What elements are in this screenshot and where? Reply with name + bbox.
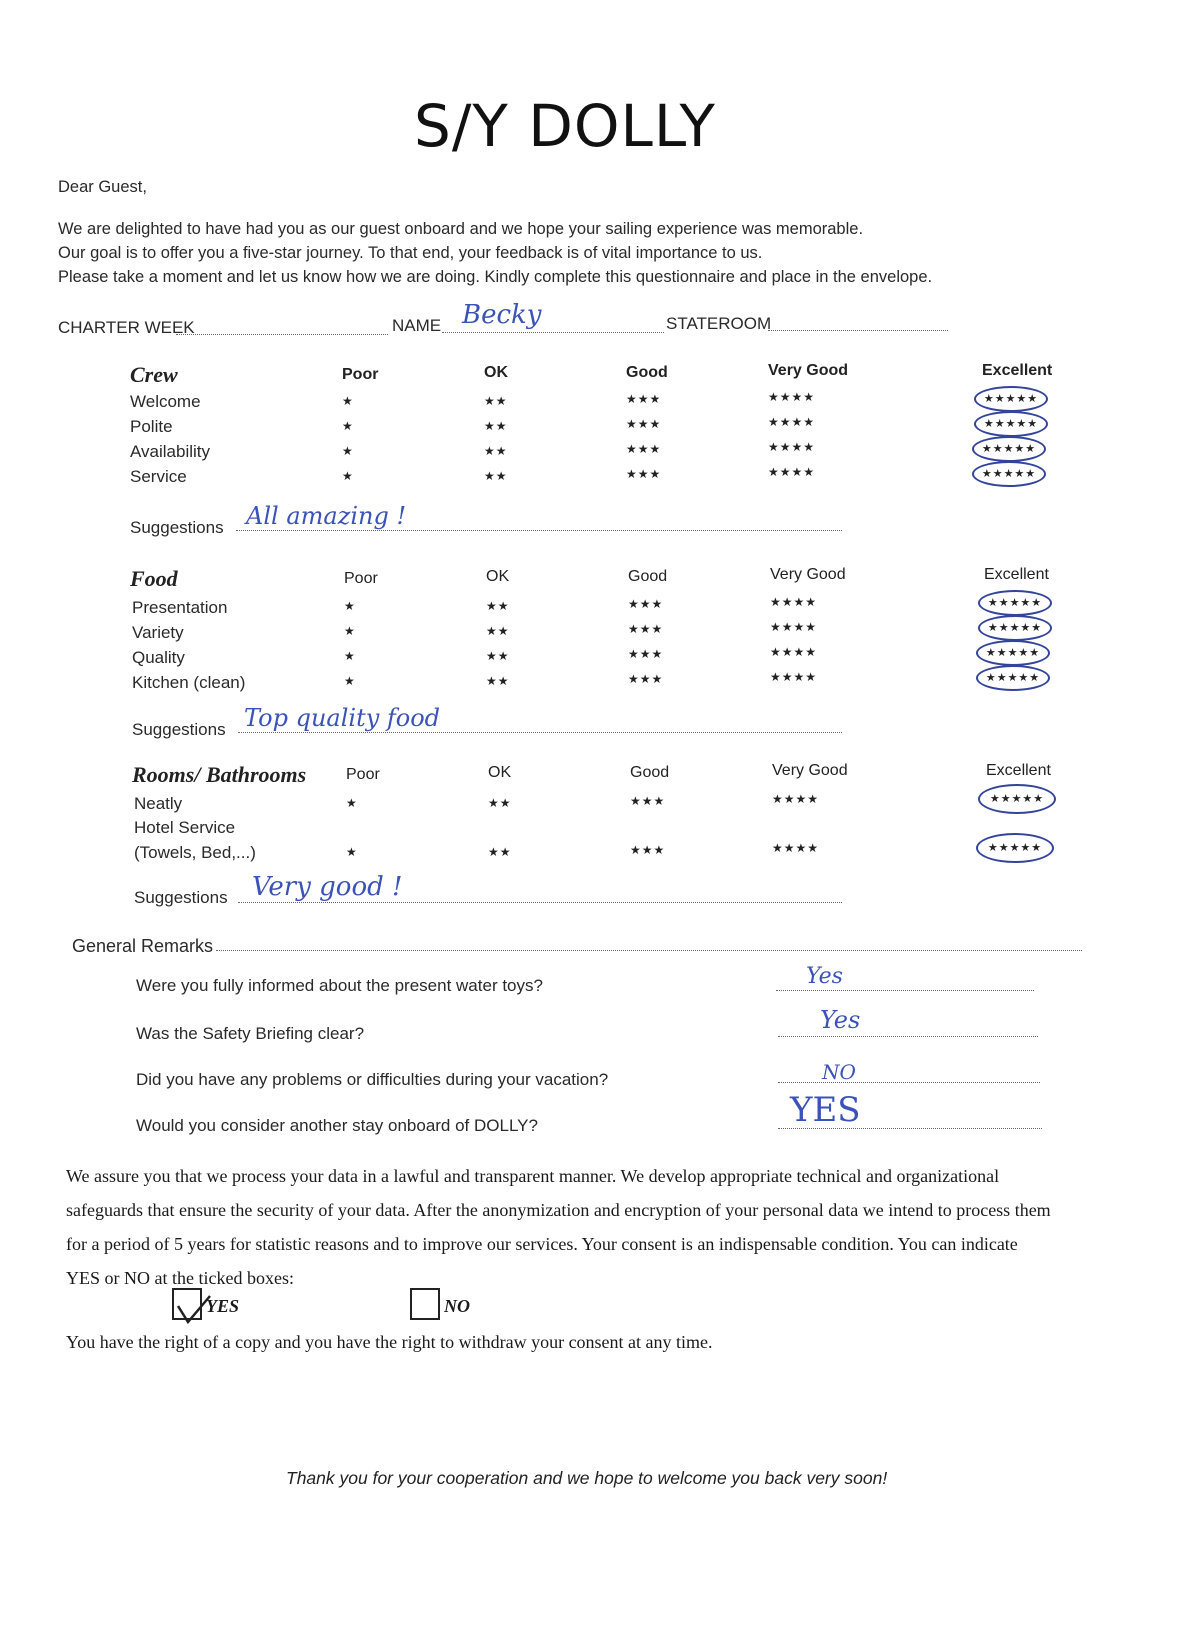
question-problems: Did you have any problems or difficulties during your vacation? <box>136 1070 609 1089</box>
rating-good[interactable]: ★★★ <box>626 442 662 456</box>
rating-ok[interactable]: ★★ <box>484 394 508 408</box>
consent-no-label: NO <box>444 1296 470 1316</box>
privacy-line-2: safeguards that ensure the security of your data. After the anonymization and encryption of your personal data we intend to process them <box>66 1200 1051 1220</box>
answer-safety-briefing: Yes <box>820 1006 861 1034</box>
rating-very-good[interactable]: ★★★★ <box>770 620 818 634</box>
section-title-crew: Crew <box>130 362 178 387</box>
rating-excellent-selected[interactable]: ★★★★★ <box>976 640 1050 666</box>
rating-very-good[interactable]: ★★★★ <box>770 595 818 609</box>
col-good: Good <box>630 764 670 781</box>
rating-good[interactable]: ★★★ <box>628 597 664 611</box>
rating-very-good[interactable]: ★★★★ <box>770 645 818 659</box>
rating-good[interactable]: ★★★ <box>626 417 662 431</box>
intro-line-1: We are delighted to have had you as our guest onboard and we hope your sailing experience was memorable. <box>58 220 864 238</box>
rating-good[interactable]: ★★★ <box>626 392 662 406</box>
food-item-variety: Variety <box>132 623 184 642</box>
rooms-suggestions-value: Very good ! <box>252 872 403 902</box>
col-excellent: Excellent <box>982 362 1053 379</box>
rating-poor[interactable]: ★ <box>344 624 356 638</box>
crew-item-polite: Polite <box>130 417 173 436</box>
rating-excellent-selected[interactable]: ★★★★★ <box>972 461 1046 487</box>
charter-week-field[interactable] <box>176 334 388 335</box>
stateroom-label: STATEROOM <box>666 314 772 333</box>
section-title-rooms: Rooms/ Bathrooms <box>132 762 307 787</box>
rating-ok[interactable]: ★★ <box>484 419 508 433</box>
rating-good[interactable]: ★★★ <box>628 672 664 686</box>
rooms-suggestions-field[interactable] <box>238 902 842 903</box>
crew-item-service: Service <box>130 467 187 486</box>
col-very-good: Very Good <box>770 566 846 583</box>
privacy-line-1: We assure you that we process your data in a lawful and transparent manner. We develop appropriate technical and organizational <box>66 1166 1000 1186</box>
rooms-item-towels-bed: (Towels, Bed,...) <box>134 843 256 862</box>
rating-poor[interactable]: ★ <box>342 419 354 433</box>
col-ok: OK <box>486 568 510 585</box>
rooms-item-hotel-service: Hotel Service <box>134 818 236 837</box>
rating-good[interactable]: ★★★ <box>628 647 664 661</box>
food-suggestions-field[interactable] <box>238 732 842 733</box>
charter-week-label: CHARTER WEEK <box>58 318 195 337</box>
rating-good[interactable]: ★★★ <box>626 467 662 481</box>
rating-ok[interactable]: ★★ <box>486 599 510 613</box>
page-title: S/Y DOLLY <box>414 92 716 160</box>
rating-good[interactable]: ★★★ <box>628 622 664 636</box>
rating-poor[interactable]: ★ <box>344 674 356 688</box>
rating-very-good[interactable]: ★★★★ <box>772 792 820 806</box>
rating-very-good[interactable]: ★★★★ <box>768 415 816 429</box>
col-poor: Poor <box>346 766 380 783</box>
privacy-line-4: YES or NO at the ticked boxes: <box>66 1268 294 1288</box>
answer-field-safety-briefing[interactable] <box>778 1036 1038 1037</box>
rating-ok[interactable]: ★★ <box>486 649 510 663</box>
col-very-good: Very Good <box>768 362 849 379</box>
greeting: Dear Guest, <box>58 178 147 196</box>
answer-field-problems[interactable] <box>778 1082 1040 1083</box>
crew-suggestions-label: Suggestions <box>130 518 224 537</box>
food-item-presentation: Presentation <box>132 598 228 617</box>
rating-poor[interactable]: ★ <box>342 469 354 483</box>
rating-excellent-selected[interactable]: ★★★★★ <box>974 386 1048 412</box>
food-suggestions-value: Top quality food <box>244 704 441 732</box>
col-ok: OK <box>484 364 508 381</box>
section-title-food: Food <box>130 566 178 591</box>
rating-excellent-selected[interactable]: ★★★★★ <box>978 784 1056 814</box>
crew-item-welcome: Welcome <box>130 392 201 411</box>
rating-excellent-selected[interactable]: ★★★★★ <box>978 590 1052 616</box>
name-field[interactable] <box>442 332 664 333</box>
question-water-toys: Were you fully informed about the present water toys? <box>136 976 543 995</box>
rating-excellent-selected[interactable]: ★★★★★ <box>974 411 1048 437</box>
rating-ok[interactable]: ★★ <box>486 674 510 688</box>
rating-excellent-selected[interactable]: ★★★★★ <box>976 665 1050 691</box>
rating-poor[interactable]: ★ <box>346 796 358 810</box>
crew-suggestions-field[interactable] <box>236 530 842 531</box>
rating-poor[interactable]: ★ <box>342 444 354 458</box>
closing-text: Thank you for your cooperation and we hope to welcome you back very soon! <box>286 1468 888 1488</box>
rating-excellent-selected[interactable]: ★★★★★ <box>972 436 1046 462</box>
stateroom-field[interactable] <box>768 330 948 331</box>
question-safety-briefing: Was the Safety Briefing clear? <box>136 1024 365 1043</box>
rooms-suggestions-label: Suggestions <box>134 888 228 907</box>
rating-ok[interactable]: ★★ <box>488 796 512 810</box>
rating-ok[interactable]: ★★ <box>484 469 508 483</box>
col-ok: OK <box>488 764 512 781</box>
rating-very-good[interactable]: ★★★★ <box>768 440 816 454</box>
rating-poor[interactable]: ★ <box>346 845 358 859</box>
answer-problems: NO <box>822 1060 856 1084</box>
consent-yes-checkbox[interactable] <box>172 1288 202 1320</box>
crew-item-availability: Availability <box>130 442 211 461</box>
food-suggestions-label: Suggestions <box>132 720 226 739</box>
food-item-quality: Quality <box>132 648 185 667</box>
col-good: Good <box>628 568 668 585</box>
rating-poor[interactable]: ★ <box>344 649 356 663</box>
rooms-item-neatly: Neatly <box>134 794 183 813</box>
rating-very-good[interactable]: ★★★★ <box>768 465 816 479</box>
col-poor: Poor <box>344 570 378 587</box>
answer-another-stay: YES <box>790 1090 861 1130</box>
col-poor: Poor <box>342 366 379 383</box>
answer-field-water-toys[interactable] <box>776 990 1034 991</box>
rating-very-good[interactable]: ★★★★ <box>768 390 816 404</box>
rights-text: You have the right of a copy and you have the right to withdraw your consent at any time. <box>66 1332 713 1352</box>
rating-very-good[interactable]: ★★★★ <box>770 670 818 684</box>
col-excellent: Excellent <box>984 566 1049 583</box>
rating-very-good[interactable]: ★★★★ <box>772 841 820 855</box>
name-value: Becky <box>462 300 542 330</box>
rating-ok[interactable]: ★★ <box>488 845 512 859</box>
food-item-kitchen: Kitchen (clean) <box>132 673 246 692</box>
intro-line-3: Please take a moment and let us know how we are doing. Kindly complete this questionnaire and place in the envelope. <box>58 268 933 286</box>
rating-good[interactable]: ★★★ <box>630 794 666 808</box>
rating-ok[interactable]: ★★ <box>486 624 510 638</box>
rating-ok[interactable]: ★★ <box>484 444 508 458</box>
rating-excellent-selected[interactable]: ★★★★★ <box>976 833 1054 863</box>
rating-excellent-selected[interactable]: ★★★★★ <box>978 615 1052 641</box>
col-very-good: Very Good <box>772 762 848 779</box>
rating-good[interactable]: ★★★ <box>630 843 666 857</box>
crew-suggestions-value: All amazing ! <box>246 502 407 530</box>
name-label: NAME <box>392 316 442 335</box>
rating-poor[interactable]: ★ <box>342 394 354 408</box>
rating-poor[interactable]: ★ <box>344 599 356 613</box>
privacy-line-3: for a period of 5 years for statistic reasons and to improve our services. Your consent is an indispensable condition. You can indicate <box>66 1234 1018 1254</box>
answer-water-toys: Yes <box>806 964 843 989</box>
question-another-stay: Would you consider another stay onboard of DOLLY? <box>136 1116 538 1135</box>
intro-line-2: Our goal is to offer you a five-star journey. To that end, your feedback is of vital importance to us. <box>58 244 763 262</box>
general-remarks-label: General Remarks <box>72 936 214 956</box>
col-excellent: Excellent <box>986 762 1051 779</box>
consent-yes-label: YES <box>206 1296 240 1316</box>
general-remarks-field[interactable] <box>216 950 1082 951</box>
col-good: Good <box>626 364 668 381</box>
consent-no-checkbox[interactable] <box>410 1288 440 1320</box>
